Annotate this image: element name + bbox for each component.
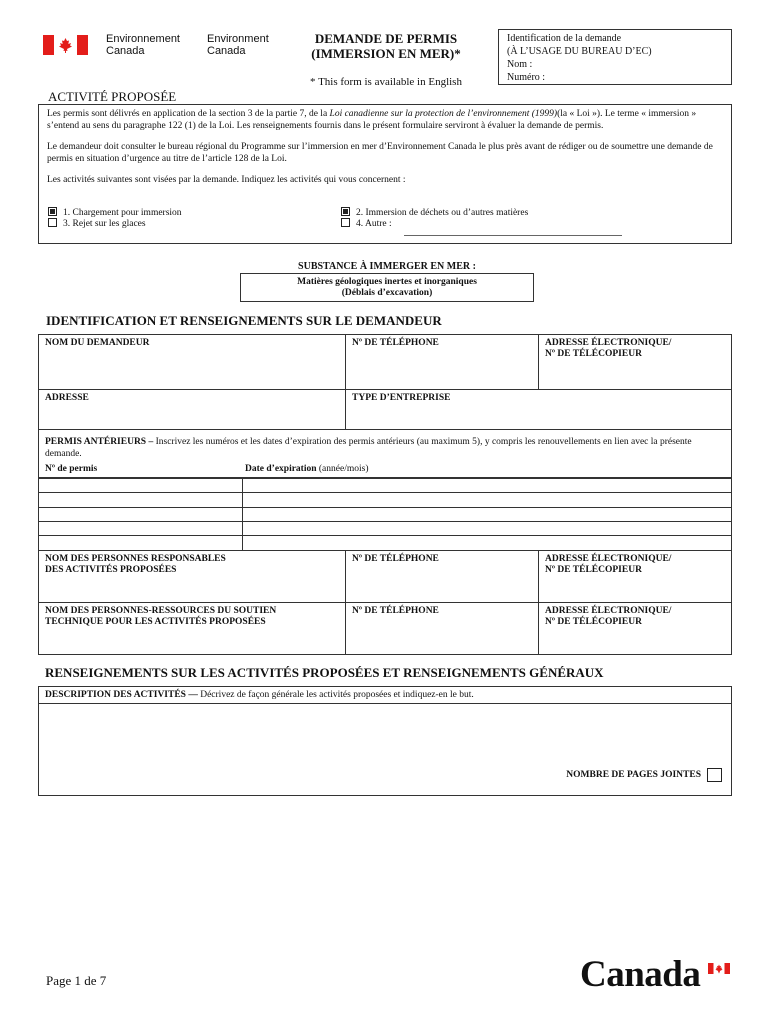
support-phone-label: Nº DE TÉLÉPHONE: [352, 606, 439, 616]
business-type-label: TYPE D’ENTREPRISE: [352, 393, 451, 403]
option-loading-label: 1. Chargement pour immersion: [63, 208, 182, 218]
permit-number-field[interactable]: [39, 508, 243, 522]
title-line1: DEMANDE DE PERMIS: [314, 31, 458, 46]
applicant-address-cell[interactable]: [39, 390, 346, 430]
checkbox-loading[interactable]: [48, 207, 57, 216]
support-email-label: ADRESSE ÉLECTRONIQUE/: [545, 606, 672, 616]
responsible-label-2: DES ACTIVITÉS PROPOSÉES: [45, 565, 177, 575]
canada-wordmark: [580, 955, 730, 995]
responsible-email-cell[interactable]: [539, 551, 732, 603]
expiry-date-field[interactable]: [243, 478, 732, 493]
expiry-date-field[interactable]: [243, 493, 732, 508]
activity-paragraph-1: [47, 108, 723, 132]
applicant-name-cell[interactable]: [39, 335, 346, 390]
contacts-table: [38, 550, 732, 655]
applicant-table: [38, 334, 732, 479]
responsible-persons-cell[interactable]: [39, 551, 346, 603]
office-number-label[interactable]: Numéro :: [507, 72, 546, 83]
law-title: Loi canadienne sur la protection de l’environnement (1999): [329, 109, 558, 119]
applicant-name-label: NOM DU DEMANDEUR: [45, 338, 150, 348]
permit-number-field[interactable]: [39, 493, 243, 508]
option-disposal-label: 2. Immersion de déchets ou d’autres matières: [356, 208, 529, 218]
form-title: [296, 31, 476, 61]
support-persons-cell[interactable]: [39, 603, 346, 655]
support-email-cell[interactable]: [539, 603, 732, 655]
office-use-label: (À L’USAGE DU BUREAU D’EC): [507, 46, 652, 57]
applicant-email-cell[interactable]: [539, 335, 732, 390]
department-en-line1: Environment: [207, 33, 269, 45]
activity-heading: ACTIVITÉ PROPOSÉE: [48, 89, 177, 104]
department-name-en: [207, 33, 269, 57]
canada-wordmark-text: Canada: [580, 954, 701, 995]
para1-text-b: (la « Loi »). Le terme « immersion » s’entend au sens du paragraphe 122 (1) de la Loi. Les renseignements fournis dans le présent formulaire serviront à évaluer la demande de permis.: [47, 109, 697, 131]
activity-description-box[interactable]: [38, 686, 732, 796]
activity-paragraph-3: Les activités suivantes sont visées par la demande. Indiquez les activités qui vous concernent :: [47, 175, 406, 185]
prior-permits-label: PERMIS ANTÉRIEURS –: [45, 437, 154, 447]
support-phone-cell[interactable]: [346, 603, 539, 655]
office-name-label[interactable]: Nom :: [507, 59, 533, 70]
description-instructions: Décrivez de façon générale les activités proposées et indiquez-en le but.: [197, 690, 474, 700]
responsible-fax-label: Nº DE TÉLÉCOPIEUR: [545, 565, 642, 575]
expiry-date-field[interactable]: [243, 522, 732, 536]
permit-number-header: Nº de permis: [45, 464, 98, 474]
checkbox-disposal[interactable]: [341, 207, 350, 216]
activity-paragraph-2: Le demandeur doit consulter le bureau régional du Programme sur l’immersion en mer d’Environnement Canada le plus près avant de rédiger ou de soumettre une demande de permis en situation d’urgence au titre de l’article 128 de la Loi.: [47, 142, 713, 164]
substance-box: [240, 273, 534, 302]
responsible-phone-cell[interactable]: [346, 551, 539, 603]
expiry-date-field[interactable]: [243, 536, 732, 551]
responsible-label-1: NOM DES PERSONNES RESPONSABLES: [45, 554, 226, 564]
attached-pages-field[interactable]: [707, 768, 722, 782]
applicant-email-label: ADRESSE ÉLECTRONIQUE/: [545, 338, 672, 348]
canada-flag-icon: [43, 35, 88, 55]
option-other-label: 4. Autre :: [356, 219, 392, 229]
other-activity-line[interactable]: [404, 235, 622, 236]
checkbox-ice[interactable]: [48, 218, 57, 227]
wordmark-flag-icon: [708, 963, 730, 974]
prior-permits-cell: [39, 430, 732, 479]
attached-pages: [566, 768, 722, 782]
substance-line1: Matières géologiques inertes et inorganiques: [297, 277, 477, 287]
permit-number-field[interactable]: [39, 522, 243, 536]
department-name-fr: [106, 33, 180, 57]
department-en-line2: Canada: [207, 45, 246, 57]
option-other[interactable]: [341, 218, 392, 230]
support-label-1: NOM DES PERSONNES-RESSOURCES DU SOUTIEN: [45, 606, 277, 616]
office-id-label: Identification de la demande: [507, 33, 622, 44]
general-info-heading: RENSEIGNEMENTS SUR LES ACTIVITÉS PROPOSÉES ET RENSEIGNEMENTS GÉNÉRAUX: [45, 665, 604, 680]
substance-line2: (Déblais d’excavation): [341, 288, 433, 298]
permit-number-field[interactable]: [39, 536, 243, 551]
option-ice[interactable]: [48, 218, 146, 230]
responsible-email-label: ADRESSE ÉLECTRONIQUE/: [545, 554, 672, 564]
prior-permits-instructions: Inscrivez les numéros et les dates d’expiration des permis antérieurs (au maximum 5), y compris les renouvellements en lien avec la présente demande.: [45, 437, 692, 459]
para1-text-a: Les permis sont délivrés en application de la section 3 de la partie 7, de la: [47, 109, 330, 119]
applicant-fax-label: Nº DE TÉLÉCOPIEUR: [545, 349, 642, 359]
checkbox-other[interactable]: [341, 218, 350, 227]
support-fax-label: Nº DE TÉLÉCOPIEUR: [545, 617, 642, 627]
permit-number-field[interactable]: [39, 478, 243, 493]
activity-box: [38, 104, 732, 244]
attached-pages-label: NOMBRE DE PAGES JOINTES: [566, 770, 701, 780]
applicant-address-label: ADRESSE: [45, 393, 89, 403]
title-line2: (IMMERSION EN MER)*: [311, 46, 461, 61]
office-use-box: [498, 29, 732, 85]
english-availability-note: * This form is available in English: [310, 76, 462, 88]
applicant-phone-cell[interactable]: [346, 335, 539, 390]
page-number: Page 1 de 7: [46, 973, 107, 988]
department-fr-line2: Canada: [106, 45, 145, 57]
option-ice-label: 3. Rejet sur les glaces: [63, 219, 146, 229]
expiry-date-header: Date d’expiration: [245, 464, 317, 474]
expiry-date-field[interactable]: [243, 508, 732, 522]
description-label: DESCRIPTION DES ACTIVITÉS —: [45, 690, 198, 700]
applicant-phone-label: Nº DE TÉLÉPHONE: [352, 338, 439, 348]
substance-heading: SUBSTANCE À IMMERGER EN MER :: [298, 261, 476, 272]
department-fr-line1: Environnement: [106, 33, 180, 45]
applicant-heading: IDENTIFICATION ET RENSEIGNEMENTS SUR LE DEMANDEUR: [46, 313, 442, 328]
support-label-2: TECHNIQUE POUR LES ACTIVITÉS PROPOSÉES: [45, 617, 266, 627]
prior-permits-table: [38, 477, 732, 551]
responsible-phone-label: Nº DE TÉLÉPHONE: [352, 554, 439, 564]
business-type-cell[interactable]: [346, 390, 732, 430]
description-header: [39, 687, 731, 704]
expiry-date-hint: (année/mois): [316, 464, 369, 474]
